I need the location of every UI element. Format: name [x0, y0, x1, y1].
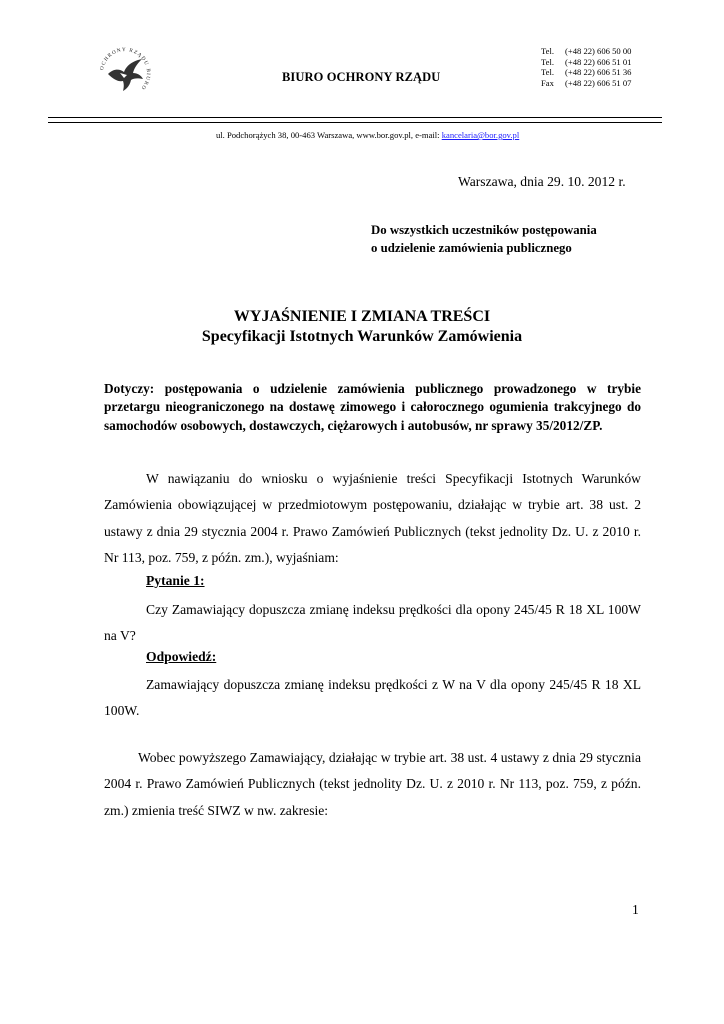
phone-label: Tel. [541, 46, 554, 56]
phone-row [541, 46, 631, 57]
recipient-line: Do wszystkich uczestników postępowania [371, 223, 597, 237]
address-line [216, 130, 519, 140]
document-title [0, 307, 724, 347]
closing-paragraph: Wobec powyższego Zamawiający, działając w trybie art. 38 ust. 4 ustawy z dnia 29 stycznia 2004 r. Prawo Zamówień Publicznych (tekst jednolity Dz. U. z 2010 r. Nr 113, poz. 759, z późn. zm.) zmienia treść SIWZ w nw. zakresie: [104, 750, 641, 818]
recipient-line: o udzielenie zamówienia publicznego [371, 241, 572, 255]
title-subline: Specyfikacji Istotnych Warunków Zamówienia [201, 328, 523, 345]
subject-paragraph: Dotyczy: postępowania o udzielenie zamówienia publicznego prowadzonego w trybie przetargu nieograniczonego na dostawę zimowego i całorocznego ogumienia trakcyjnego do samochodów osobowych, dostawczych, ciężarowych i autobusów, nr sprawy 35/2012/ZP. [104, 381, 641, 433]
org-name: BIURO OCHRONY RZĄDU [282, 70, 441, 84]
contact-phones [541, 46, 631, 88]
header-rule-bottom [48, 122, 662, 123]
fax-row [541, 78, 631, 89]
intro-paragraph: W nawiązaniu do wniosku o wyjaśnienie treści Specyfikacji Istotnych Warunków Zamówienia obowiązującej w przedmiotowym postępowaniu, działając w trybie art. 38 ust. 2 ustawy z dnia 29 stycznia 2004 r. Prawo Zamówień Publicznych (tekst jednolity Dz. U. z 2010 r. Nr 113, poz. 759, z późn. zm.), wyjaśniam: [104, 471, 641, 565]
email-link[interactable]: kancelaria@bor.gov.pl [441, 130, 520, 140]
fax-label: Fax [541, 77, 554, 88]
address-text: ul. Podchorążych 38, 00-463 Warszawa, www.bor.gov.pl, e-mail: [216, 130, 442, 140]
question-heading: Pytanie 1: [146, 573, 205, 588]
phone-row [541, 67, 631, 78]
question-text: Czy Zamawiający dopuszcza zmianę indeksu prędkości dla opony 245/45 R 18 XL 100W na V? [104, 602, 641, 644]
fax-number: (+48 22) 606 51 07 [565, 77, 632, 88]
header-rule-top [48, 117, 662, 118]
answer-heading: Odpowiedź: [146, 649, 217, 664]
phone-label: Tel. [541, 67, 554, 78]
document-date: Warszawa, dnia 29. 10. 2012 r. [458, 174, 626, 189]
logo-ring-text: OCHRONY RZĄDU BIURO [99, 46, 152, 92]
recipient-block [371, 221, 597, 257]
phone-number: (+48 22) 606 50 00 [565, 46, 632, 56]
phone-row [541, 57, 631, 68]
phone-number: (+48 22) 606 51 01 [565, 56, 632, 67]
phone-label: Tel. [541, 56, 554, 67]
title-line: WYJAŚNIENIE I ZMIANA TREŚCI [233, 308, 491, 325]
page-number: 1 [632, 902, 639, 917]
phone-number: (+48 22) 606 51 36 [565, 67, 632, 78]
answer-text: Zamawiający dopuszcza zmianę indeksu prędkości z W na V dla opony 245/45 R 18 XL 100W. [104, 677, 641, 719]
bor-emblem-logo [96, 44, 154, 102]
